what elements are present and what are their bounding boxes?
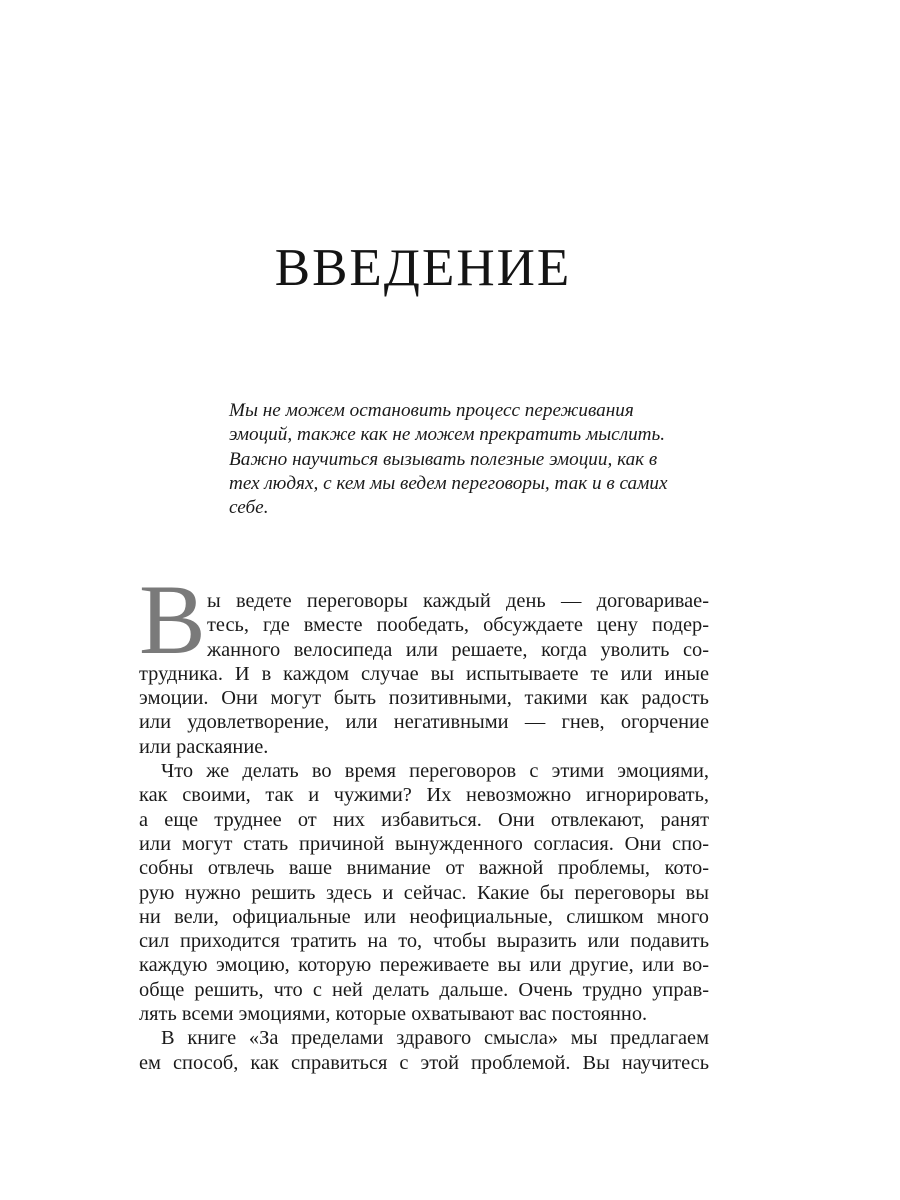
text-line: В книге «За пределами здравого смысла» мы предлагаем [161, 1027, 709, 1050]
text-line: Что же делать во время переговоров с этими эмоциями, [161, 760, 709, 783]
epigraph-line: себе. [229, 497, 269, 519]
text-line: обще решить, что с ней делать дальше. Очень трудно управ- [139, 978, 709, 1001]
text-line: ни вели, официальные или неофициальные, слишком много [139, 905, 709, 928]
text-line: каждую эмоцию, которую переживаете вы или другие, или во- [139, 954, 709, 977]
text-line: собны отвлечь ваше внимание от важной проблемы, кото- [139, 857, 709, 880]
text-line: как своими, так и чужими? Их невозможно игнорировать, [139, 784, 709, 807]
text-line: тесь, где вместе пообедать, обсуждаете цену подер- [207, 614, 709, 637]
epigraph-line: Важно научиться вызывать полезные эмоции, как в [229, 448, 658, 470]
text-line: или могут стать причиной вынужденного согласия. Они спо- [139, 832, 709, 855]
text-line: лять всеми эмоциями, которые охватывают вас постоянно. [139, 1003, 648, 1026]
text-line: или раскаяние. [139, 735, 269, 758]
drop-cap: В [139, 564, 206, 675]
epigraph [229, 399, 699, 520]
epigraph-line: эмоций, также как не можем прекратить мыслить. [229, 424, 666, 446]
text-line: эмоции. Они могут быть позитивными, такими как радость [139, 687, 709, 710]
text-line: а еще труднее от них избавиться. Они отвлекают, ранят [139, 808, 709, 831]
body-text [139, 589, 709, 1075]
text-line: сил приходится тратить на то, чтобы выразить или подавить [139, 930, 709, 953]
text-line: рую нужно решить здесь и сейчас. Какие бы переговоры вы [139, 881, 709, 904]
epigraph-line: Мы не можем остановить процесс переживания [229, 400, 634, 421]
chapter-title: ВВЕДЕНИЕ [274, 239, 572, 297]
text-line: жанного велосипеда или решаете, когда уволить со- [207, 638, 709, 661]
text-line: ем способ, как справиться с этой проблемой. Вы научитесь [139, 1051, 709, 1074]
text-line: ы ведете переговоры каждый день — договаривае- [207, 590, 709, 612]
text-line: или удовлетворение, или негативными — гнев, огорчение [139, 711, 709, 734]
text-line: трудника. И в каждом случае вы испытываете те или иные [139, 662, 709, 685]
epigraph-line: тех людях, с кем мы ведем переговоры, так и в самих [229, 472, 668, 494]
